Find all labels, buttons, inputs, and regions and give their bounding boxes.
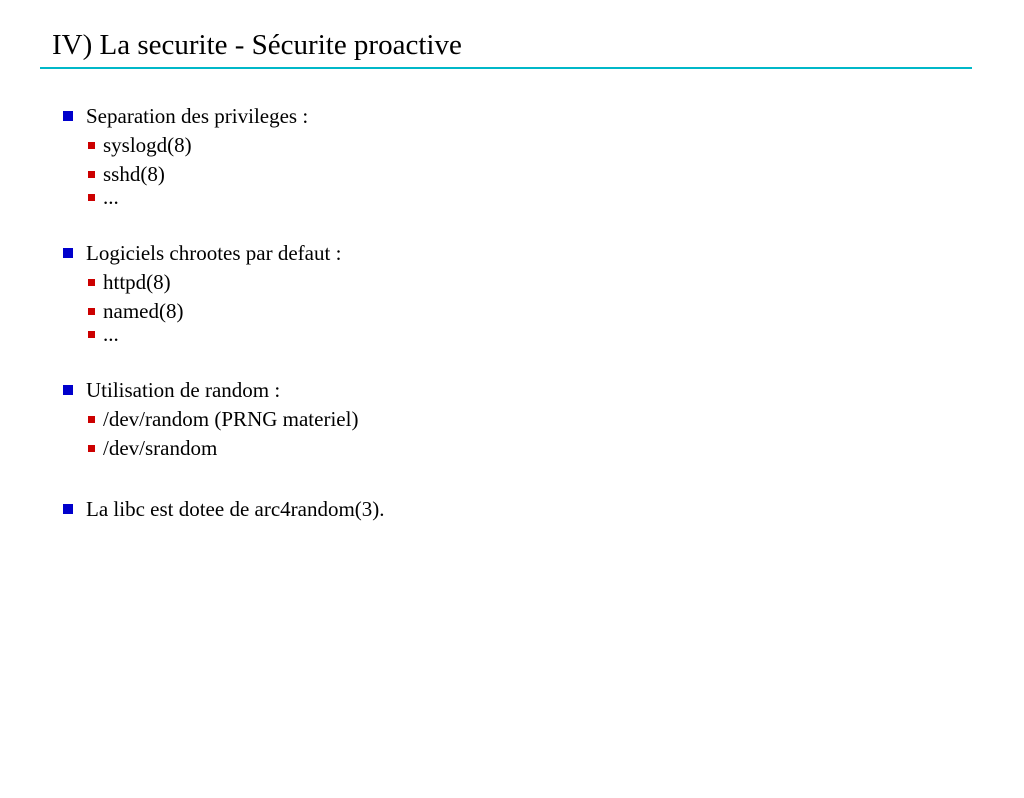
square-bullet-icon (63, 385, 73, 395)
square-bullet-icon (88, 142, 95, 149)
sub-list-item (88, 405, 1024, 434)
presentation-slide (0, 30, 1024, 798)
slide-header (40, 30, 972, 69)
sub-list-item-label: sshd(8) (103, 161, 165, 186)
sub-list-item-ellipsis (88, 185, 1024, 210)
sub-list-item (88, 434, 1024, 463)
sub-list-item (88, 160, 1024, 189)
list-item (63, 376, 1024, 405)
bullet-group-random (63, 376, 1024, 463)
square-bullet-icon (63, 111, 73, 121)
bullet-group-privileges (63, 102, 1024, 210)
slide-body (63, 102, 1024, 524)
list-item-label: Separation des privileges : (86, 103, 309, 128)
list-item-label: Logiciels chrootes par defaut : (86, 240, 342, 265)
sub-list-item (88, 131, 1024, 160)
sub-list-item-label: named(8) (103, 298, 184, 323)
list-item-label: La libc est dotee de arc4random(3). (86, 496, 385, 521)
sub-list-item-label: ... (103, 322, 119, 347)
square-bullet-icon (88, 194, 95, 201)
sub-list-item-label: ... (103, 185, 119, 210)
sub-list-item-ellipsis (88, 322, 1024, 347)
square-bullet-icon (88, 279, 95, 286)
sub-list-item-label: httpd(8) (103, 269, 171, 294)
sub-list-item-label: /dev/random (PRNG materiel) (103, 406, 359, 431)
list-item (63, 239, 1024, 268)
sub-list-item-label: syslogd(8) (103, 132, 192, 157)
list-item (63, 495, 1024, 524)
square-bullet-icon (88, 445, 95, 452)
square-bullet-icon (88, 331, 95, 338)
square-bullet-icon (63, 248, 73, 258)
square-bullet-icon (88, 308, 95, 315)
bullet-group-libc (63, 495, 1024, 524)
sub-list-item (88, 268, 1024, 297)
square-bullet-icon (63, 504, 73, 514)
square-bullet-icon (88, 171, 95, 178)
sub-list-item (88, 297, 1024, 326)
slide-title: IV) La securite - Sécurite proactive (52, 29, 462, 61)
list-item (63, 102, 1024, 131)
list-item-label: Utilisation de random : (86, 377, 281, 402)
bullet-group-chroot (63, 239, 1024, 347)
sub-list-item-label: /dev/srandom (103, 435, 218, 460)
square-bullet-icon (88, 416, 95, 423)
